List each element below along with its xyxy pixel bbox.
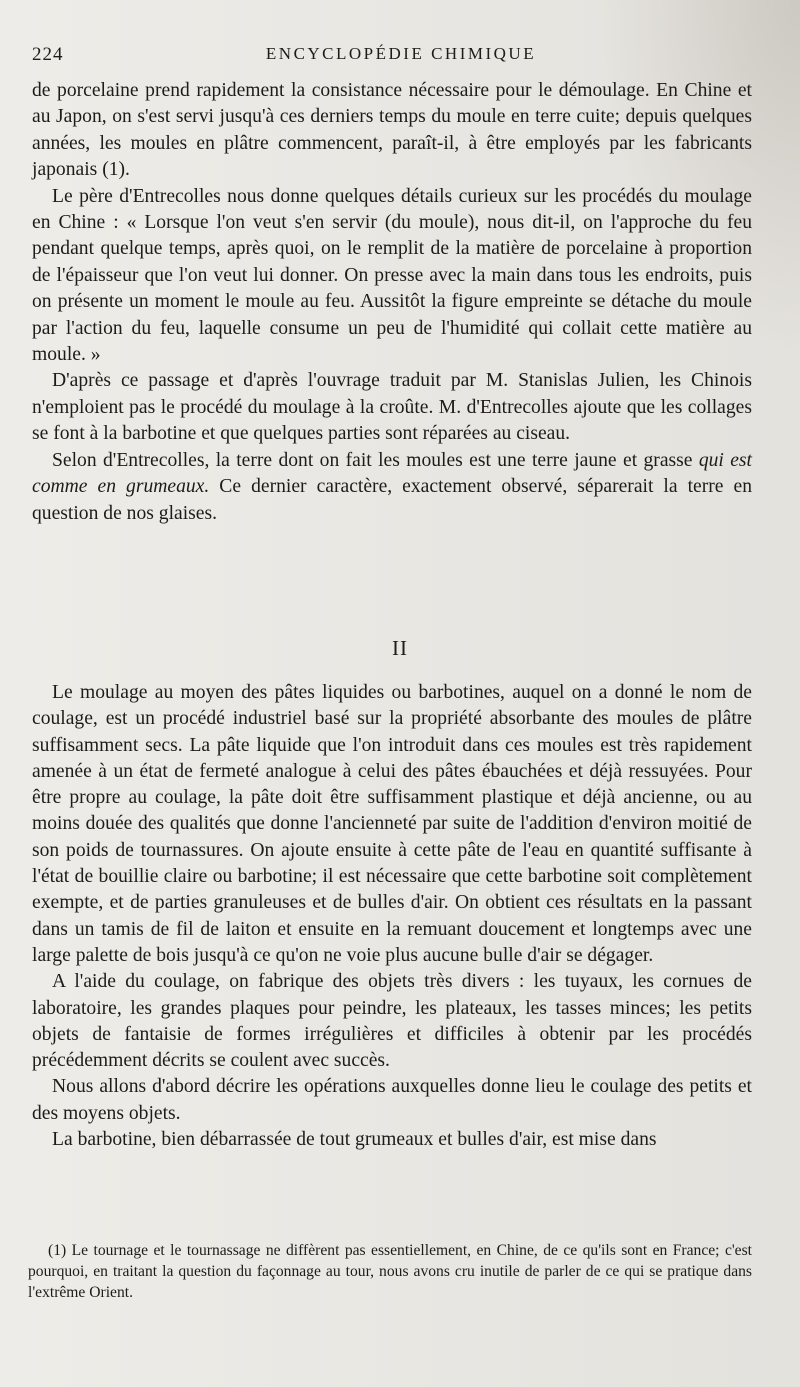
page-header — [32, 44, 770, 68]
paragraph: D'après ce passage et d'après l'ouvrage traduit par M. Stanislas Julien, les Chinois n'emploient pas le procédé du moulage à la croûte. M. d'Entrecolles ajoute que les collages se font à la barbotine et que quelques parties sont réparées au ciseau. — [32, 370, 752, 445]
page-number: 224 — [32, 44, 64, 65]
paragraph: de porcelaine prend rapidement la consistance nécessaire pour le démoulage. En Chine et au Japon, on s'est servi jusqu'à ces derniers temps du moule en terre cuite; depuis quelques années, les moules en plâtre commencent, paraît-il, à être employés par les fabricants japonais (1). — [32, 80, 752, 181]
paragraph: Le père d'Entrecolles nous donne quelques détails curieux sur les procédés du moulage en Chine : « Lorsque l'on veut s'en servir (du moule), nous dit-il, on l'approche du feu pendant quelque temps, après quoi, on le remplit de la matière de porcelaine à proportion de l'épaisseur que l'on veut lui donner. On presse avec la main dans tous les endroits, puis on présente un moment le moule au feu. Aussitôt la figure empreinte se détache du moule par l'action du feu, laquelle consume un peu de l'humidité qui collait cette matière au moule. » — [32, 185, 752, 366]
paragraph: Nous allons d'abord décrire les opérations auxquelles donne lieu le coulage des petits et des moyens objets. — [32, 1076, 752, 1124]
footnote-text: (1) Le tournage et le tournassage ne diffèrent pas essentiellement, en Chine, de ce qu'ils sont en France; c'est pourquoi, en traitant la question du façonnage au tour, nous avons cru inutile de parler de ce qui se pratique dans l'extrême Orient. — [28, 1242, 752, 1301]
paragraph: A l'aide du coulage, on fabrique des objets très divers : les tuyaux, les cornues de laboratoire, les grandes plaques pour peindre, les plateaux, les tasses minces; les petits objets de fantaisie de formes irrégulières et difficiles à obtenir par les procédés précédemment décrits se coulent avec succès. — [32, 971, 752, 1072]
paragraph: Le moulage au moyen des pâtes liquides ou barbotines, auquel on a donné le nom de coulage, est un procédé industriel basé sur la propriété absorbante des moules de plâtre suffisamment secs. La pâte liquide que l'on introduit dans ces moules est très rapidement amenée à un état de fermeté analogue à celui des pâtes ébauchées et déjà ressuyées. Pour être propre au coulage, la pâte doit être suffisamment plastique et déjà ancienne, ou au moins douée des qualités que donne l'ancienneté par suite de l'addition d'environ moitié de son poids de tournassures. On ajoute ensuite à cette pâte de l'eau en quantité suffisante à l'état de bouillie claire ou barbotine; il est nécessaire que cette barbotine soit complètement exempte, et de parties granuleuses et de bulles d'air. On obtient ces résultats en la passant dans un tamis de fil de laiton et ensuite en la remuant doucement et longtemps avec une large palette de bois jusqu'à ce qu'on ne voie plus aucune bulle d'air se dégager. — [32, 682, 752, 966]
paragraph: La barbotine, bien débarrassée de tout grumeaux et bulles d'air, est mise dans — [52, 1129, 657, 1151]
section-heading: II — [392, 636, 408, 660]
running-title: ENCYCLOPÉDIE CHIMIQUE — [265, 44, 537, 63]
section-1-text — [32, 78, 752, 527]
paragraph-with-italic — [32, 448, 752, 527]
italic-quote: qui est comme en grumeaux. — [32, 449, 752, 498]
text-run: Selon d'Entrecolles, la terre dont on fait les moules est une terre jaune et grasse — [52, 449, 699, 471]
section-2-text — [32, 680, 752, 1153]
text-run: Ce dernier caractère, exactement observé, séparerait la terre en question de nos glaises. — [32, 476, 752, 524]
footnote — [28, 1240, 752, 1303]
